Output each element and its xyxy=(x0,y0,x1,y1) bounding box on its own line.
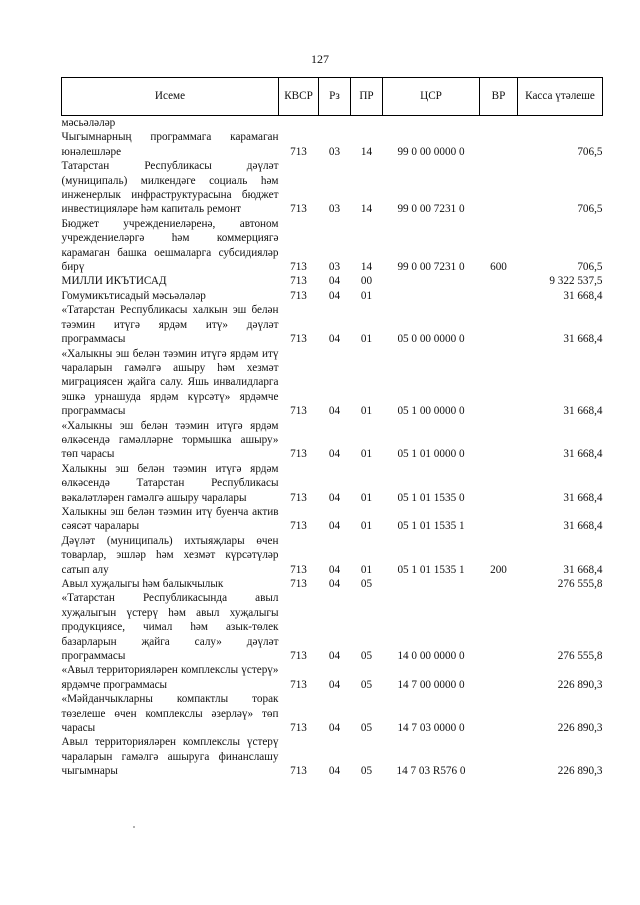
row-name: Авыл хуҗалыгы һәм балыкчылык xyxy=(61,578,224,590)
row-vr xyxy=(480,591,518,663)
row-pr: 05 xyxy=(360,678,373,691)
row-rz: 03 xyxy=(328,261,341,274)
row-pr: 05 xyxy=(360,765,373,778)
row-pr: 01 xyxy=(360,491,373,504)
row-pr: 01 xyxy=(360,289,373,302)
row-kvsr: 713 xyxy=(290,405,307,418)
row-csr xyxy=(383,577,480,591)
row-amount: 706,5 xyxy=(577,203,603,216)
table-row xyxy=(62,274,603,288)
row-vr xyxy=(480,462,518,505)
row-name: МИЛЛИ ИКЪТИСАД xyxy=(61,275,167,288)
row-amount: 226 890,3 xyxy=(557,722,603,735)
row-csr: 05 1 01 1535 1 xyxy=(397,520,465,533)
row-pr: 14 xyxy=(360,145,373,158)
table-row xyxy=(62,116,603,131)
row-pr: 14 xyxy=(360,261,373,274)
table-row xyxy=(62,735,603,778)
row-csr: 99 0 00 0000 0 xyxy=(397,145,465,158)
row-name: Дәүләт (муниципаль) ихтыяҗлары өчен товарлар, эшләр һәм хезмәт күрсәтүләр сатып алу xyxy=(61,534,279,576)
row-rz: 04 xyxy=(328,333,341,346)
col-header-vr: ВР xyxy=(480,78,518,116)
row-pr: 01 xyxy=(360,448,373,461)
row-csr: 14 0 00 0000 0 xyxy=(397,650,465,663)
table-row xyxy=(62,577,603,591)
row-csr xyxy=(383,274,480,288)
table-row xyxy=(62,347,603,419)
row-vr xyxy=(480,692,518,735)
row-rz: 04 xyxy=(328,765,341,778)
row-rz: 04 xyxy=(328,678,341,691)
row-csr: 14 7 03 R576 0 xyxy=(396,765,466,778)
row-csr: 05 1 01 1535 1 xyxy=(397,563,465,576)
row-vr: 200 xyxy=(490,563,507,576)
row-csr: 14 7 00 0000 0 xyxy=(397,678,465,691)
col-header-kassa: Касса үтәлеше xyxy=(518,78,603,116)
row-kvsr: 713 xyxy=(290,203,307,216)
row-kvsr: 713 xyxy=(290,275,307,288)
row-rz: 03 xyxy=(328,145,341,158)
col-header-pr: ПР xyxy=(351,78,383,116)
row-kvsr: 713 xyxy=(290,678,307,691)
row-rz: 04 xyxy=(328,722,341,735)
table-row xyxy=(62,663,603,692)
row-vr xyxy=(480,419,518,462)
row-rz: 04 xyxy=(328,275,341,288)
row-rz: 04 xyxy=(328,491,341,504)
row-name: мәсьәләләр xyxy=(61,117,116,129)
row-name: «Мәйданчыкларны компактлы торак төзелеше өчен комплекслы әзерләү» төп чарасы xyxy=(61,693,279,735)
table-row xyxy=(62,217,603,275)
row-kvsr xyxy=(279,116,319,131)
row-kvsr: 713 xyxy=(290,578,307,590)
row-vr xyxy=(480,735,518,778)
table-row xyxy=(62,462,603,505)
row-vr xyxy=(480,303,518,346)
row-amount: 226 890,3 xyxy=(557,678,603,691)
row-amount: 31 668,4 xyxy=(563,405,603,418)
table-header-row xyxy=(62,78,603,116)
col-header-name: Исеме xyxy=(62,78,279,116)
col-header-kvsr: КВСР xyxy=(279,78,319,116)
row-amount: 9 322 537,5 xyxy=(549,275,603,288)
table-row xyxy=(62,159,603,217)
row-amount xyxy=(518,116,603,131)
col-header-rz: Рз xyxy=(319,78,351,116)
row-kvsr: 713 xyxy=(290,491,307,504)
row-amount: 31 668,4 xyxy=(563,289,603,302)
row-csr: 99 0 00 7231 0 xyxy=(397,203,465,216)
row-pr: 01 xyxy=(360,405,373,418)
row-pr: 05 xyxy=(360,650,373,663)
row-amount: 31 668,4 xyxy=(563,563,603,576)
row-amount: 276 555,8 xyxy=(557,650,603,663)
row-rz: 04 xyxy=(328,448,341,461)
table-row xyxy=(62,303,603,346)
row-amount: 706,5 xyxy=(577,261,603,274)
row-kvsr: 713 xyxy=(290,145,307,158)
row-name: «Авыл территорияләрен комплекслы үстерү» ярдәмче программасы xyxy=(61,664,279,691)
row-name: «Татарстан Республикасында авыл хуҗалыгын үстерү һәм авыл хуҗалыгы продукциясе, чимал һәм азык-төлек базарларын җайга салу» дәүләт программасы xyxy=(61,592,279,663)
row-pr xyxy=(351,116,383,131)
row-csr: 14 7 03 0000 0 xyxy=(397,722,465,735)
row-amount: 31 668,4 xyxy=(563,520,603,533)
row-name: Гомумикътисадый мәсьәләләр xyxy=(61,289,206,302)
row-amount: 706,5 xyxy=(577,145,603,158)
row-amount: 31 668,4 xyxy=(563,333,603,346)
row-name: Халыкны эш белән тәэмин итүгә ярдәм өлкәсендә Татарстан Республикасы вәкаләтләрен гамәлгә ашыру чаралары xyxy=(61,462,279,504)
row-kvsr: 713 xyxy=(290,650,307,663)
row-amount: 31 668,4 xyxy=(563,491,603,504)
col-header-csr: ЦСР xyxy=(383,78,480,116)
row-csr: 99 0 00 7231 0 xyxy=(397,261,465,274)
row-csr: 05 1 01 1535 0 xyxy=(397,491,465,504)
row-vr xyxy=(480,274,518,288)
row-rz: 04 xyxy=(328,405,341,418)
row-csr: 05 1 01 0000 0 xyxy=(397,448,465,461)
row-name: Авыл территорияләрен комплекслы үстерү чараларын гамәлгә ашыруга финанслашу чыгымнары xyxy=(61,736,279,778)
table-row xyxy=(62,505,603,534)
row-name: Халыкны эш белән тәэмин итү буенча актив сәясәт чаралары xyxy=(61,505,279,533)
row-rz: 03 xyxy=(328,203,341,216)
row-kvsr: 713 xyxy=(290,289,307,302)
row-kvsr: 713 xyxy=(290,520,307,533)
table-row xyxy=(62,130,603,159)
row-kvsr: 713 xyxy=(290,261,307,274)
row-name: Бюджет учреждениеләренә, автоном учреждениеләргә һәм коммерциягә карамаган башка оешмаларга субсидияләр бирү xyxy=(61,217,279,274)
row-vr xyxy=(480,289,518,303)
row-csr: 05 0 00 0000 0 xyxy=(397,333,465,346)
row-name: Татарстан Республикасы дәүләт (муниципаль) милкендәге социаль һәм инженерлык инфраструктурасына бюджет инвестицияләре һәм капиталь ремонт xyxy=(61,160,279,216)
row-amount: 226 890,3 xyxy=(557,765,603,778)
row-rz: 04 xyxy=(328,578,341,590)
row-rz: 04 xyxy=(328,650,341,663)
row-pr: 14 xyxy=(360,203,373,216)
row-csr xyxy=(383,289,480,303)
row-kvsr: 713 xyxy=(290,448,307,461)
row-kvsr: 713 xyxy=(290,722,307,735)
row-name: «Татарстан Республикасы халкын эш белән тәэмин итүгә ярдәм итү» дәүләт программасы xyxy=(61,304,279,346)
row-vr xyxy=(480,116,518,131)
row-vr xyxy=(480,159,518,217)
row-rz: 04 xyxy=(328,289,341,302)
page-number: 127 xyxy=(311,52,329,66)
row-kvsr: 713 xyxy=(290,563,307,576)
row-vr xyxy=(480,130,518,159)
row-csr xyxy=(383,116,480,131)
budget-table xyxy=(61,77,603,779)
row-vr xyxy=(480,663,518,692)
row-name: «Халыкны эш белән тәэмин итүгә ярдәм итү чараларын гамәлгә ашыру һәм хезмәт миграциясен җайга салу. Яшь инвалидларга эшкә урнашуда ярдәм күрсәтү» ярдәмче программасы xyxy=(61,347,279,418)
table-row xyxy=(62,591,603,663)
row-vr xyxy=(480,347,518,419)
row-amount: 276 555,8 xyxy=(557,578,603,590)
row-rz xyxy=(319,116,351,131)
table-row xyxy=(62,534,603,577)
row-vr xyxy=(480,505,518,534)
row-name: Чыгымнарның программага карамаган юнәлешләре xyxy=(61,131,279,158)
table-row xyxy=(62,289,603,303)
row-kvsr: 713 xyxy=(290,333,307,346)
row-name: «Халыкны эш белән тәэмин итүгә ярдәм өлкәсендә гамәлләрне тормышка ашыру» төп чарасы xyxy=(61,419,279,461)
row-rz: 04 xyxy=(328,520,341,533)
row-vr: 600 xyxy=(490,261,507,274)
table-row xyxy=(62,419,603,462)
row-pr: 00 xyxy=(360,275,373,288)
row-pr: 01 xyxy=(360,520,373,533)
row-amount: 31 668,4 xyxy=(563,448,603,461)
row-rz: 04 xyxy=(328,563,341,576)
row-vr xyxy=(480,577,518,591)
table-row xyxy=(62,692,603,735)
row-pr: 01 xyxy=(360,563,373,576)
row-csr: 05 1 00 0000 0 xyxy=(397,405,465,418)
scan-speck xyxy=(133,826,135,828)
row-pr: 01 xyxy=(360,333,373,346)
row-pr: 05 xyxy=(360,722,373,735)
row-pr: 05 xyxy=(360,578,373,590)
row-kvsr: 713 xyxy=(290,765,307,778)
